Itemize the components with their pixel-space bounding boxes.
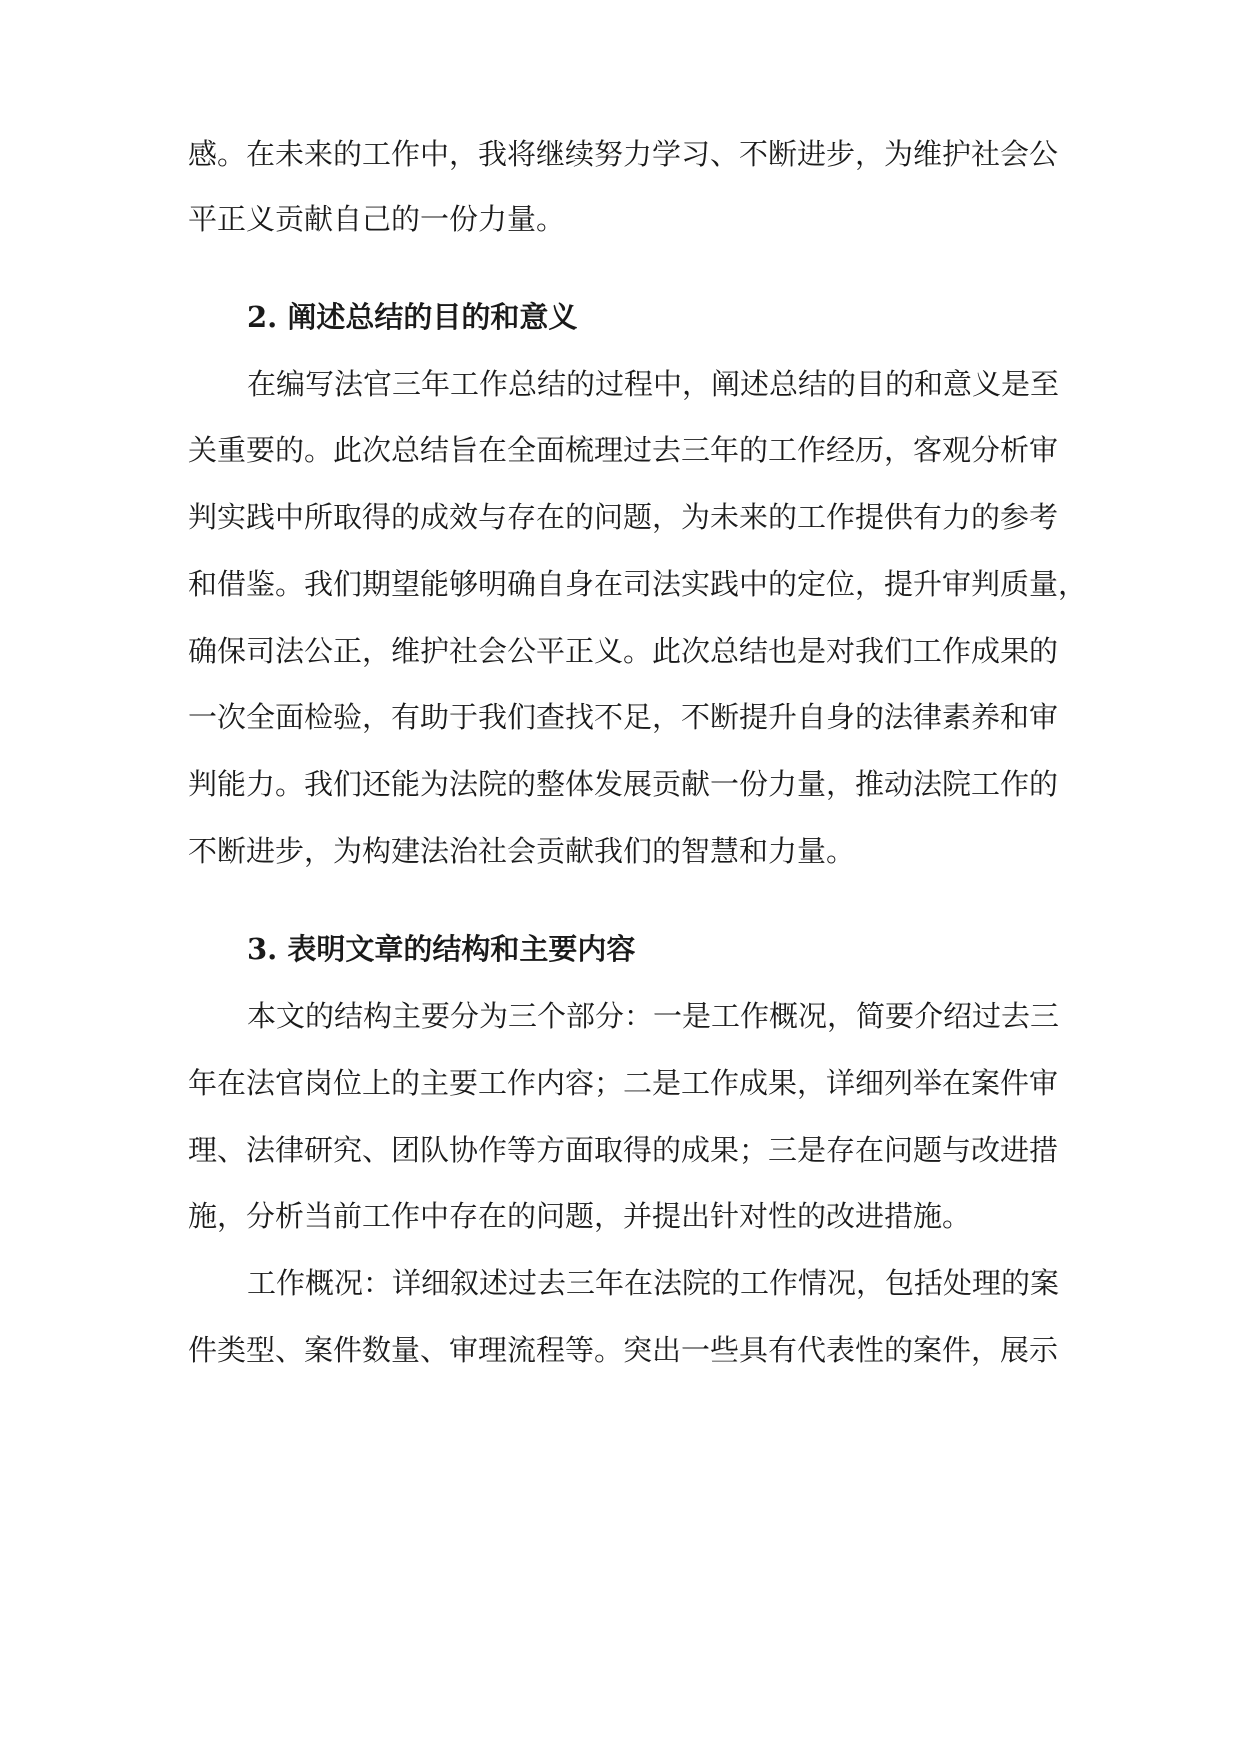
body-text-line: 件类型、案件数量、审理流程等。突出一些具有代表性的案件，展示 xyxy=(188,1333,1059,1367)
section-heading-purpose: 2. 阐述总结的目的和意义 xyxy=(247,300,578,334)
body-text-line: 本文的结构主要分为三个部分：一是工作概况，简要介绍过去三 xyxy=(247,999,1060,1033)
body-text-line: 年在法官岗位上的主要工作内容；二是工作成果，详细列举在案件审 xyxy=(188,1066,1059,1100)
body-text-line: 平正义贡献自己的一份力量。 xyxy=(188,202,566,236)
body-text-line: 理、法律研究、团队协作等方面取得的成果；三是存在问题与改进措 xyxy=(188,1133,1059,1167)
body-text-line: 在编写法官三年工作总结的过程中，阐述总结的目的和意义是至 xyxy=(247,367,1060,401)
body-text-line: 和借鉴。我们期望能够明确自身在司法实践中的定位，提升审判质量， xyxy=(188,567,1088,601)
body-text-line: 判实践中所取得的成效与存在的问题，为未来的工作提供有力的参考 xyxy=(188,500,1059,534)
body-text-line: 感。在未来的工作中，我将继续努力学习、不断进步，为维护社会公 xyxy=(188,137,1059,171)
body-text-line: 判能力。我们还能为法院的整体发展贡献一份力量，推动法院工作的 xyxy=(188,767,1059,801)
body-text-line: 不断进步，为构建法治社会贡献我们的智慧和力量。 xyxy=(188,834,856,868)
body-text-line: 施，分析当前工作中存在的问题，并提出针对性的改进措施。 xyxy=(188,1199,972,1233)
body-text-line: 一次全面检验，有助于我们查找不足，不断提升自身的法律素养和审 xyxy=(188,700,1059,734)
body-text-line: 关重要的。此次总结旨在全面梳理过去三年的工作经历，客观分析审 xyxy=(188,433,1059,467)
body-text-line: 确保司法公正，维护社会公平正义。此次总结也是对我们工作成果的 xyxy=(188,634,1059,668)
section-heading-structure: 3. 表明文章的结构和主要内容 xyxy=(247,932,636,966)
body-text-line: 工作概况：详细叙述过去三年在法院的工作情况，包括处理的案 xyxy=(247,1266,1060,1300)
